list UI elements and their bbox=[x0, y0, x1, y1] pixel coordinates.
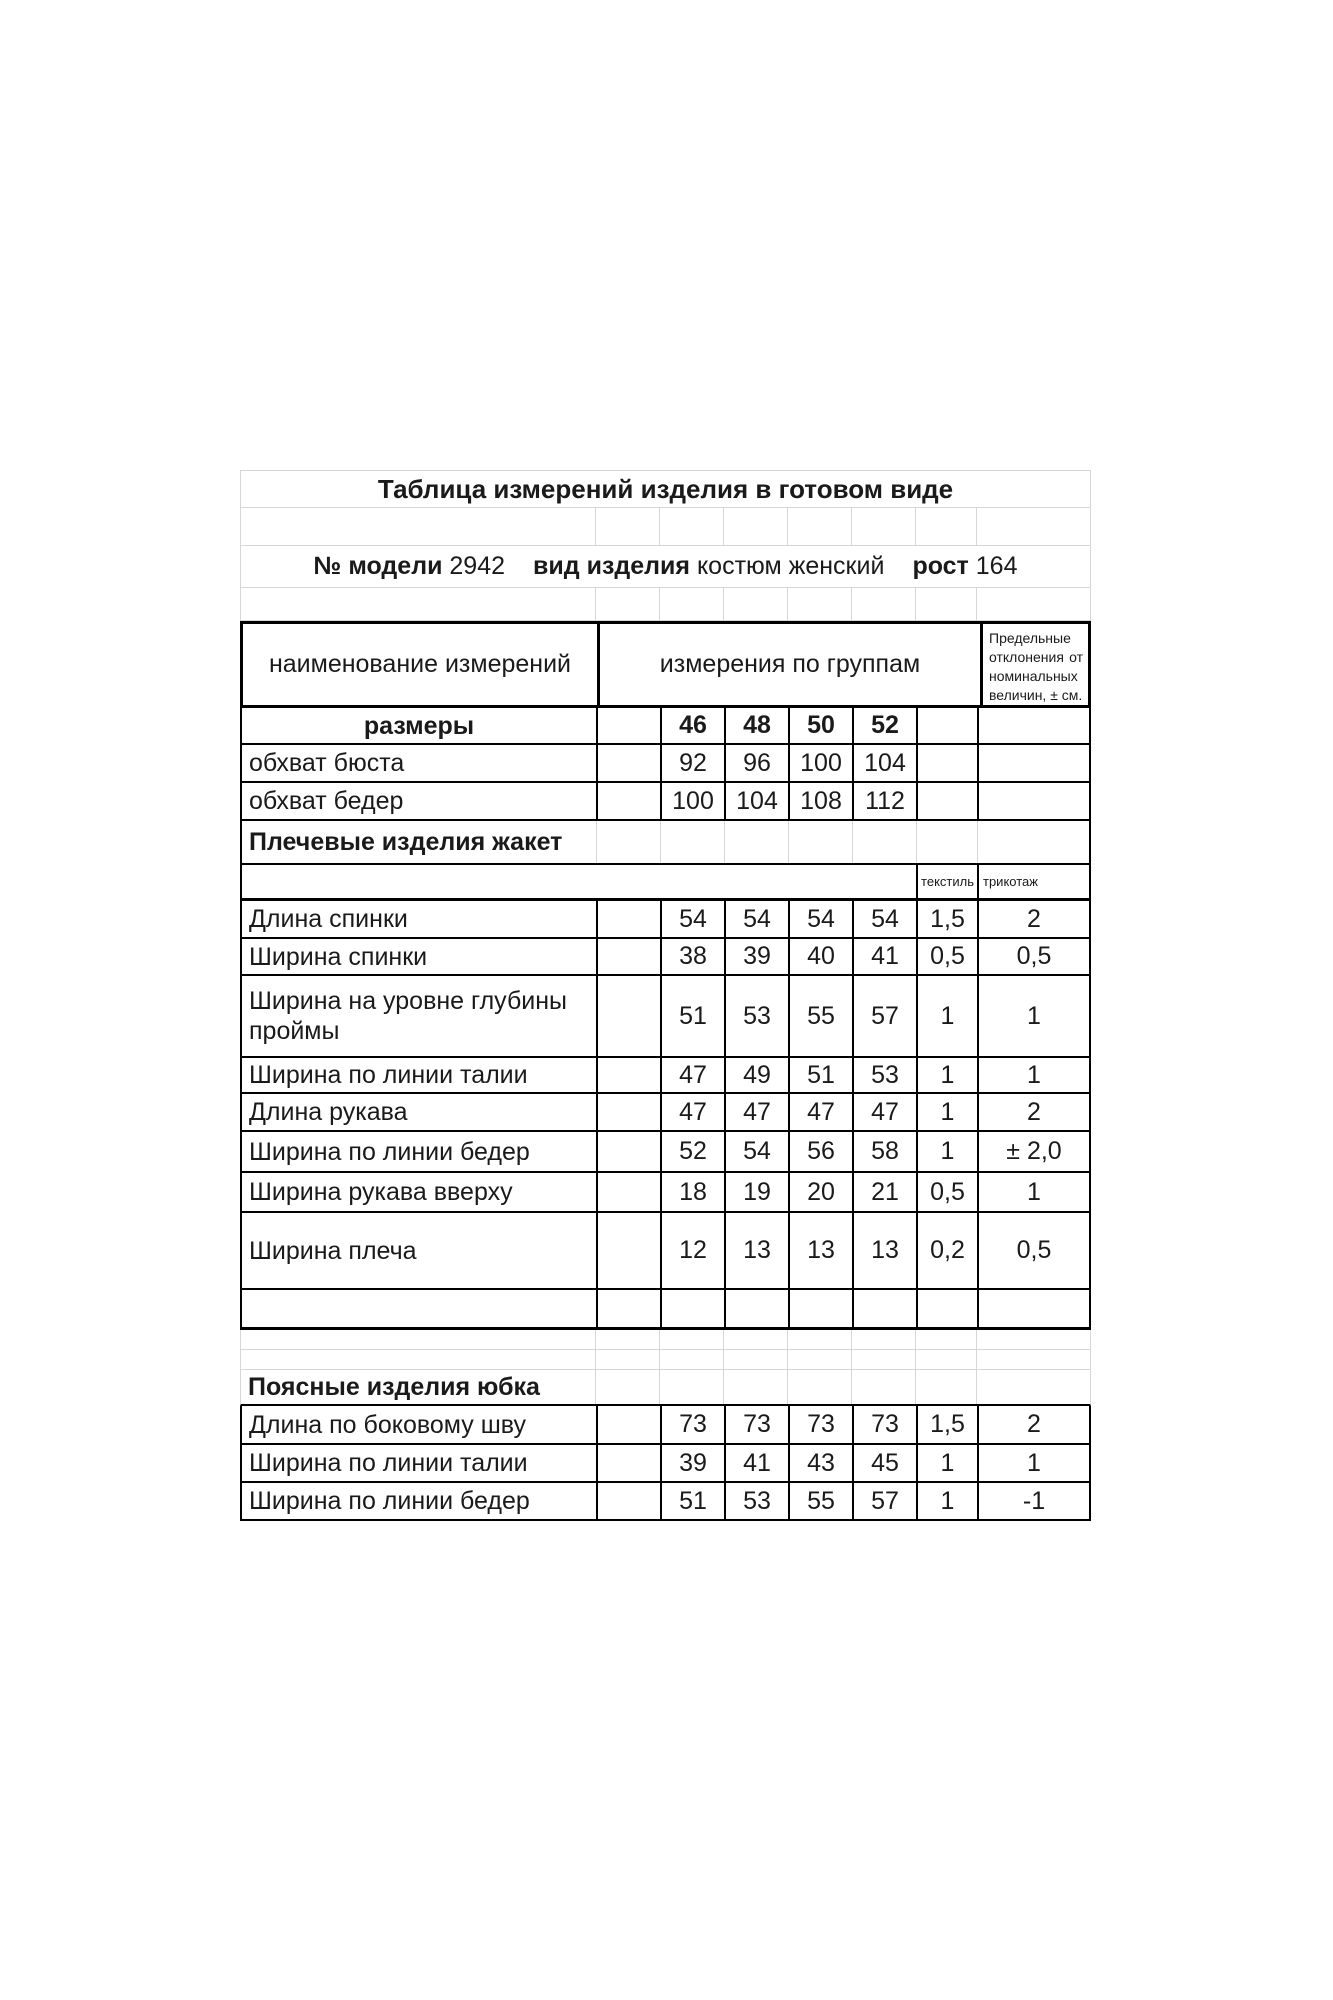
measurement-value-46: 38 bbox=[660, 939, 724, 974]
empty-cell bbox=[976, 1370, 1090, 1404]
empty-cell bbox=[596, 901, 660, 937]
measurement-value-50: 40 bbox=[788, 939, 852, 974]
empty-cell bbox=[787, 1370, 851, 1404]
measurement-value-50: 54 bbox=[788, 901, 852, 937]
empty-cell bbox=[595, 508, 659, 545]
empty-cell bbox=[851, 588, 915, 620]
table-row bbox=[240, 1406, 1091, 1445]
empty-cell bbox=[596, 1173, 660, 1211]
empty-cell bbox=[723, 1330, 787, 1349]
tolerance-textile-value bbox=[916, 745, 977, 781]
measurement-value-46: 54 bbox=[660, 901, 724, 937]
empty-cell bbox=[596, 1406, 660, 1443]
size-value: 50 bbox=[788, 708, 852, 743]
measurement-value-52: 53 bbox=[852, 1058, 916, 1092]
tolerance-knit-value bbox=[977, 783, 1089, 819]
empty-cell bbox=[595, 588, 659, 620]
tolerance-knit-value: 1 bbox=[977, 1173, 1089, 1211]
empty-cell bbox=[976, 1330, 1090, 1349]
section-row-skirt bbox=[240, 1370, 1091, 1406]
table-row bbox=[240, 546, 1091, 588]
section-title: Поясные изделия юбка bbox=[248, 1373, 540, 1401]
tolerance-textile-value bbox=[916, 783, 977, 819]
tolerance-textile-label: текстиль bbox=[916, 865, 977, 898]
measurement-value-50: 13 bbox=[788, 1213, 852, 1288]
empty-cell bbox=[595, 1330, 659, 1349]
table-row bbox=[240, 470, 1091, 508]
empty-cell bbox=[915, 1370, 976, 1404]
empty-cell bbox=[660, 821, 724, 863]
tolerance-textile-value: 1 bbox=[916, 1483, 977, 1519]
measurement-value-46: 51 bbox=[660, 976, 724, 1056]
empty-cell bbox=[596, 1058, 660, 1092]
measurement-value-48: 13 bbox=[724, 1213, 788, 1288]
row-label: Ширина по линии бедер bbox=[249, 1137, 530, 1166]
table-row bbox=[240, 939, 1091, 976]
empty-cell bbox=[915, 508, 976, 545]
empty-cell bbox=[596, 1290, 660, 1327]
measurement-value-52: 73 bbox=[852, 1406, 916, 1443]
product-type-value: костюм женский bbox=[696, 552, 885, 580]
empty-cell bbox=[851, 1370, 915, 1404]
tolerance-textile-value: 1 bbox=[916, 1094, 977, 1130]
empty-cell bbox=[596, 783, 660, 819]
row-label: Ширина на уровне глубины проймы bbox=[249, 987, 568, 1045]
measurement-value-50: 56 bbox=[788, 1132, 852, 1171]
empty-cell bbox=[660, 1290, 724, 1327]
measurement-value-50: 108 bbox=[788, 783, 852, 819]
empty-cell bbox=[916, 821, 977, 863]
measurement-value-48: 39 bbox=[724, 939, 788, 974]
empty-cell bbox=[787, 1330, 851, 1349]
measurement-value-52: 58 bbox=[852, 1132, 916, 1171]
table-row bbox=[240, 1058, 1091, 1094]
page-title: Таблица измерений изделия в готовом виде bbox=[377, 473, 954, 504]
height-value: 164 bbox=[975, 552, 1018, 580]
measurement-value-48: 47 bbox=[724, 1094, 788, 1130]
empty-cell bbox=[915, 1350, 976, 1369]
empty-cell bbox=[851, 1330, 915, 1349]
empty-cell bbox=[595, 1370, 659, 1404]
table-row bbox=[240, 1445, 1091, 1483]
empty-cell bbox=[596, 1483, 660, 1519]
empty-cell bbox=[976, 588, 1090, 620]
column-header-tolerance: Предельные отклонения от номинальных величин, ± см. bbox=[980, 624, 1088, 705]
empty-cell bbox=[723, 588, 787, 620]
tolerance-knit-value: 1 bbox=[977, 1445, 1089, 1481]
measurement-table bbox=[240, 470, 1091, 1521]
row-label: Ширина по линии талии bbox=[249, 1449, 528, 1477]
section-row-jacket bbox=[240, 821, 1091, 865]
empty-cell bbox=[242, 865, 916, 898]
measurement-value-48: 104 bbox=[724, 783, 788, 819]
measurement-value-50: 55 bbox=[788, 1483, 852, 1519]
table-row bbox=[240, 1132, 1091, 1173]
tolerance-textile-value: 0,5 bbox=[916, 939, 977, 974]
empty-cell bbox=[977, 821, 1089, 863]
tolerance-textile-value: 1,5 bbox=[916, 1406, 977, 1443]
measurement-value-46: 51 bbox=[660, 1483, 724, 1519]
empty-cell bbox=[787, 508, 851, 545]
empty-cell bbox=[915, 588, 976, 620]
empty-cell bbox=[787, 1350, 851, 1369]
measurement-value-48: 96 bbox=[724, 745, 788, 781]
measurement-value-46: 52 bbox=[660, 1132, 724, 1171]
row-label: Длина рукава bbox=[249, 1098, 408, 1126]
measurement-value-46: 12 bbox=[660, 1213, 724, 1288]
row-label: Ширина рукава вверху bbox=[249, 1178, 513, 1206]
table-row bbox=[240, 745, 1091, 783]
model-number-label: № модели bbox=[313, 552, 443, 580]
row-label: обхват бедер bbox=[249, 787, 404, 815]
tolerance-textile-value: 1 bbox=[916, 1132, 977, 1171]
empty-cell bbox=[851, 1350, 915, 1369]
empty-cell bbox=[851, 508, 915, 545]
tolerance-knit-value: 2 bbox=[977, 901, 1089, 937]
measurement-value-46: 47 bbox=[660, 1058, 724, 1092]
empty-cell bbox=[596, 1094, 660, 1130]
empty-cell bbox=[723, 1370, 787, 1404]
model-info bbox=[241, 546, 1090, 587]
measurement-value-48: 19 bbox=[724, 1173, 788, 1211]
empty-cell bbox=[788, 821, 852, 863]
table-row bbox=[240, 976, 1091, 1058]
product-type-label: вид изделия bbox=[533, 552, 690, 580]
measurement-value-48: 53 bbox=[724, 976, 788, 1056]
size-value: 52 bbox=[852, 708, 916, 743]
table-row bbox=[240, 1094, 1091, 1132]
empty-cell bbox=[724, 821, 788, 863]
sizes-row bbox=[240, 708, 1091, 745]
measurement-value-46: 18 bbox=[660, 1173, 724, 1211]
empty-row bbox=[240, 588, 1091, 621]
measurement-value-52: 41 bbox=[852, 939, 916, 974]
empty-cell bbox=[596, 821, 660, 863]
measurement-value-52: 45 bbox=[852, 1445, 916, 1481]
column-header-name: наименование измерений bbox=[268, 650, 572, 678]
table-row bbox=[240, 783, 1091, 821]
empty-cell bbox=[659, 1330, 723, 1349]
measurement-value-46: 39 bbox=[660, 1445, 724, 1481]
skirt-measurements bbox=[240, 1406, 1091, 1521]
row-label: Длина спинки bbox=[249, 905, 408, 933]
empty-cell bbox=[723, 508, 787, 545]
tolerance-knit-label: трикотаж bbox=[977, 865, 1089, 898]
tolerance-knit-value: 2 bbox=[977, 1094, 1089, 1130]
table-row bbox=[240, 901, 1091, 939]
tolerance-subheader-row bbox=[240, 865, 1091, 901]
empty-cell bbox=[659, 1350, 723, 1369]
empty-cell bbox=[659, 508, 723, 545]
row-label: Ширина спинки bbox=[249, 942, 428, 971]
tolerance-knit-value: 1 bbox=[977, 1058, 1089, 1092]
measurement-value-48: 41 bbox=[724, 1445, 788, 1481]
measurement-value-48: 49 bbox=[724, 1058, 788, 1092]
empty-cell bbox=[977, 1290, 1089, 1327]
empty-cell bbox=[241, 508, 595, 545]
row-label: Ширина по линии талии bbox=[249, 1061, 528, 1089]
tolerance-knit-value: -1 bbox=[977, 1483, 1089, 1519]
empty-cell bbox=[976, 1350, 1090, 1369]
measurement-value-50: 43 bbox=[788, 1445, 852, 1481]
measurement-value-50: 55 bbox=[788, 976, 852, 1056]
empty-row bbox=[240, 1330, 1091, 1350]
measurement-value-52: 13 bbox=[852, 1213, 916, 1288]
empty-cell bbox=[241, 588, 595, 620]
size-value: 48 bbox=[724, 708, 788, 743]
measurement-value-50: 73 bbox=[788, 1406, 852, 1443]
empty-cell bbox=[596, 708, 660, 743]
height-label: рост bbox=[912, 552, 969, 580]
header-row bbox=[240, 621, 1091, 708]
measurement-value-48: 54 bbox=[724, 901, 788, 937]
empty-cell bbox=[787, 588, 851, 620]
row-label: обхват бюста bbox=[249, 749, 405, 777]
empty-cell bbox=[241, 1350, 595, 1369]
measurement-value-52: 104 bbox=[852, 745, 916, 781]
empty-cell bbox=[788, 1290, 852, 1327]
empty-cell bbox=[659, 588, 723, 620]
tolerance-textile-value: 0,5 bbox=[916, 1173, 977, 1211]
measurement-value-48: 73 bbox=[724, 1406, 788, 1443]
empty-cell bbox=[916, 708, 977, 743]
section-title: Плечевые изделия жакет bbox=[249, 828, 563, 856]
tolerance-textile-value: 1 bbox=[916, 976, 977, 1056]
empty-row bbox=[240, 508, 1091, 546]
measurement-value-52: 47 bbox=[852, 1094, 916, 1130]
measurement-value-50: 100 bbox=[788, 745, 852, 781]
empty-cell bbox=[596, 976, 660, 1056]
tolerance-knit-value: 1 bbox=[977, 976, 1089, 1056]
empty-cell bbox=[723, 1350, 787, 1369]
empty-cell bbox=[596, 1445, 660, 1481]
empty-cell bbox=[241, 1330, 595, 1349]
base-measurements bbox=[240, 745, 1091, 821]
measurement-value-46: 92 bbox=[660, 745, 724, 781]
empty-cell bbox=[724, 1290, 788, 1327]
model-number-value: 2942 bbox=[449, 552, 506, 580]
table-row bbox=[240, 1213, 1091, 1290]
measurement-value-48: 53 bbox=[724, 1483, 788, 1519]
empty-cell bbox=[596, 939, 660, 974]
empty-cell bbox=[596, 745, 660, 781]
row-label: Ширина плеча bbox=[249, 1236, 417, 1265]
tolerance-knit-value: 2 bbox=[977, 1406, 1089, 1443]
jacket-measurements bbox=[240, 901, 1091, 1290]
empty-row bbox=[240, 1350, 1091, 1370]
tolerance-textile-value: 0,2 bbox=[916, 1213, 977, 1288]
tolerance-knit-value bbox=[977, 745, 1089, 781]
measurement-value-52: 57 bbox=[852, 1483, 916, 1519]
measurement-value-52: 57 bbox=[852, 976, 916, 1056]
empty-cell bbox=[852, 821, 916, 863]
empty-cell bbox=[595, 1350, 659, 1369]
measurement-value-46: 73 bbox=[660, 1406, 724, 1443]
tolerance-knit-value: 0,5 bbox=[977, 1213, 1089, 1288]
tolerance-knit-value: 0,5 bbox=[977, 939, 1089, 974]
measurement-value-52: 112 bbox=[852, 783, 916, 819]
measurement-value-46: 100 bbox=[660, 783, 724, 819]
column-header-groups: измерения по группам bbox=[597, 624, 980, 705]
empty-cell bbox=[659, 1370, 723, 1404]
empty-cell bbox=[596, 1213, 660, 1288]
row-label: размеры bbox=[363, 711, 475, 740]
measurement-value-50: 20 bbox=[788, 1173, 852, 1211]
tolerance-knit-value: ± 2,0 bbox=[977, 1132, 1089, 1171]
measurement-value-52: 54 bbox=[852, 901, 916, 937]
measurement-value-50: 47 bbox=[788, 1094, 852, 1130]
measurement-value-48: 54 bbox=[724, 1132, 788, 1171]
table-row bbox=[240, 1483, 1091, 1521]
empty-cell bbox=[596, 1132, 660, 1171]
measurement-value-50: 51 bbox=[788, 1058, 852, 1092]
empty-cell bbox=[915, 1330, 976, 1349]
empty-cell bbox=[916, 1290, 977, 1327]
measurement-value-52: 21 bbox=[852, 1173, 916, 1211]
tolerance-textile-value: 1,5 bbox=[916, 901, 977, 937]
tolerance-textile-value: 1 bbox=[916, 1445, 977, 1481]
tolerance-textile-value: 1 bbox=[916, 1058, 977, 1092]
empty-cell bbox=[852, 1290, 916, 1327]
table-row bbox=[240, 1173, 1091, 1213]
empty-cell bbox=[977, 708, 1089, 743]
row-label: Ширина по линии бедер bbox=[249, 1487, 530, 1515]
size-value: 46 bbox=[660, 708, 724, 743]
measurement-value-46: 47 bbox=[660, 1094, 724, 1130]
empty-cell bbox=[242, 1290, 596, 1327]
empty-cell bbox=[976, 508, 1090, 545]
row-label: Длина по боковому шву bbox=[249, 1410, 526, 1439]
empty-row bbox=[240, 1290, 1091, 1330]
